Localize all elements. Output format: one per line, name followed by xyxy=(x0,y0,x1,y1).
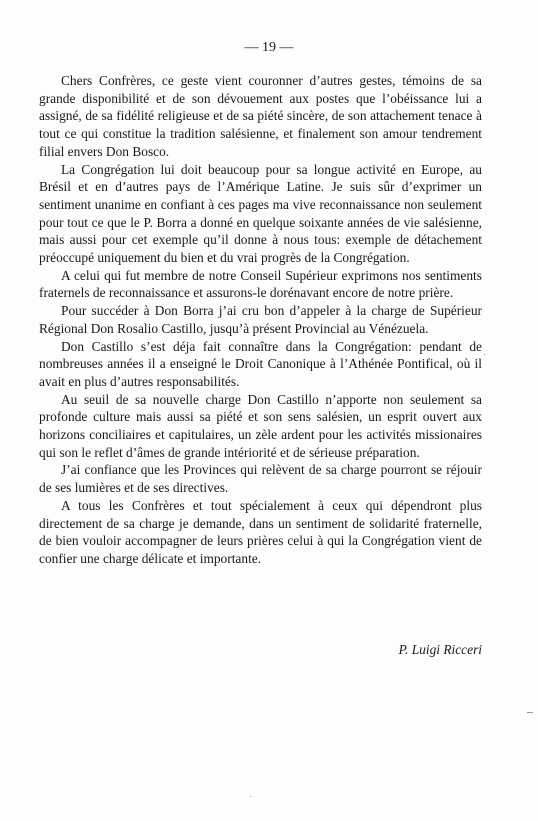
paragraph: J’ai confiance que les Provinces qui relèvent de sa charge pourront se réjouir de ses lumières et de ses directives. xyxy=(39,462,482,496)
paragraph: Chers Confrères, ce geste vient couronner d’autres gestes, témoins de sa grande disponibilité et de son dévouement aux postes que l’obéissance lui a assigné, de sa fidélité religieuse et de sa piété sincère, de son attachement tenace à tout ce qui constitue la tradition salésienne, et finalement son amour tendrement filial envers Don Bosco. xyxy=(39,73,482,159)
letter-body xyxy=(39,72,482,568)
scan-speck xyxy=(250,796,251,797)
signature: P. Luigi Ricceri xyxy=(398,642,482,657)
paragraph: A tous les Confrères et tout spécialement à ceux qui dépendront plus directement de sa charge je demande, dans un sentiment de solidarité fraternelle, de bien vouloir accompagner de leurs prières celui à qui la Congrégation vient de confier une charge délicate et importante. xyxy=(39,497,482,566)
page-number: — 19 — xyxy=(244,40,294,55)
paragraph: A celui qui fut membre de notre Conseil Supérieur exprimons nos sentiments fraternels de reconnaissance et assurons-le dorénavant encore de notre prière. xyxy=(39,267,482,301)
paragraph: Pour succéder à Don Borra j’ai cru bon d’appeler à la charge de Supérieur Régional Don Rosalio Castillo, jusqu’à présent Provincial au Vénézuela. xyxy=(39,303,482,336)
paragraph: La Congrégation lui doit beaucoup pour sa longue activité en Europe, au Brésil et en d’autres pays de l’Amérique Latine. Je suis sûr d’exprimer un sentiment unanime en confiant à ces pages ma vive reconnaissance non seulement pour tout ce que le P. Borra a donné en quelque soixante années de vie salésienne, mais aussi pour cet exemple qu’il donne à nous tous: exemple de détachement préoccupé uniquement du bien et du vrai progrès de la Congrégation. xyxy=(39,161,482,266)
paragraph: Don Castillo s’est déja fait connaître dans la Congrégation: pendant de nombreuses années il a enseigné le Droit Canonique à l’Athénée Pontifical, où il avait en plus d’autres responsabilités. xyxy=(39,338,482,389)
scan-speck xyxy=(527,712,533,713)
paragraph: Au seuil de sa nouvelle charge Don Castillo n’apporte non seulement sa profonde culture mais aussi sa piété et son sens salésien, un esprit ouvert aux horizons conciliaires et capitulaires, un zèle ardent pour les activités missionaires qui son le reflet d’âmes de grande intériorité et de sérieuse préparation. xyxy=(39,391,482,460)
scan-speck xyxy=(484,354,485,355)
